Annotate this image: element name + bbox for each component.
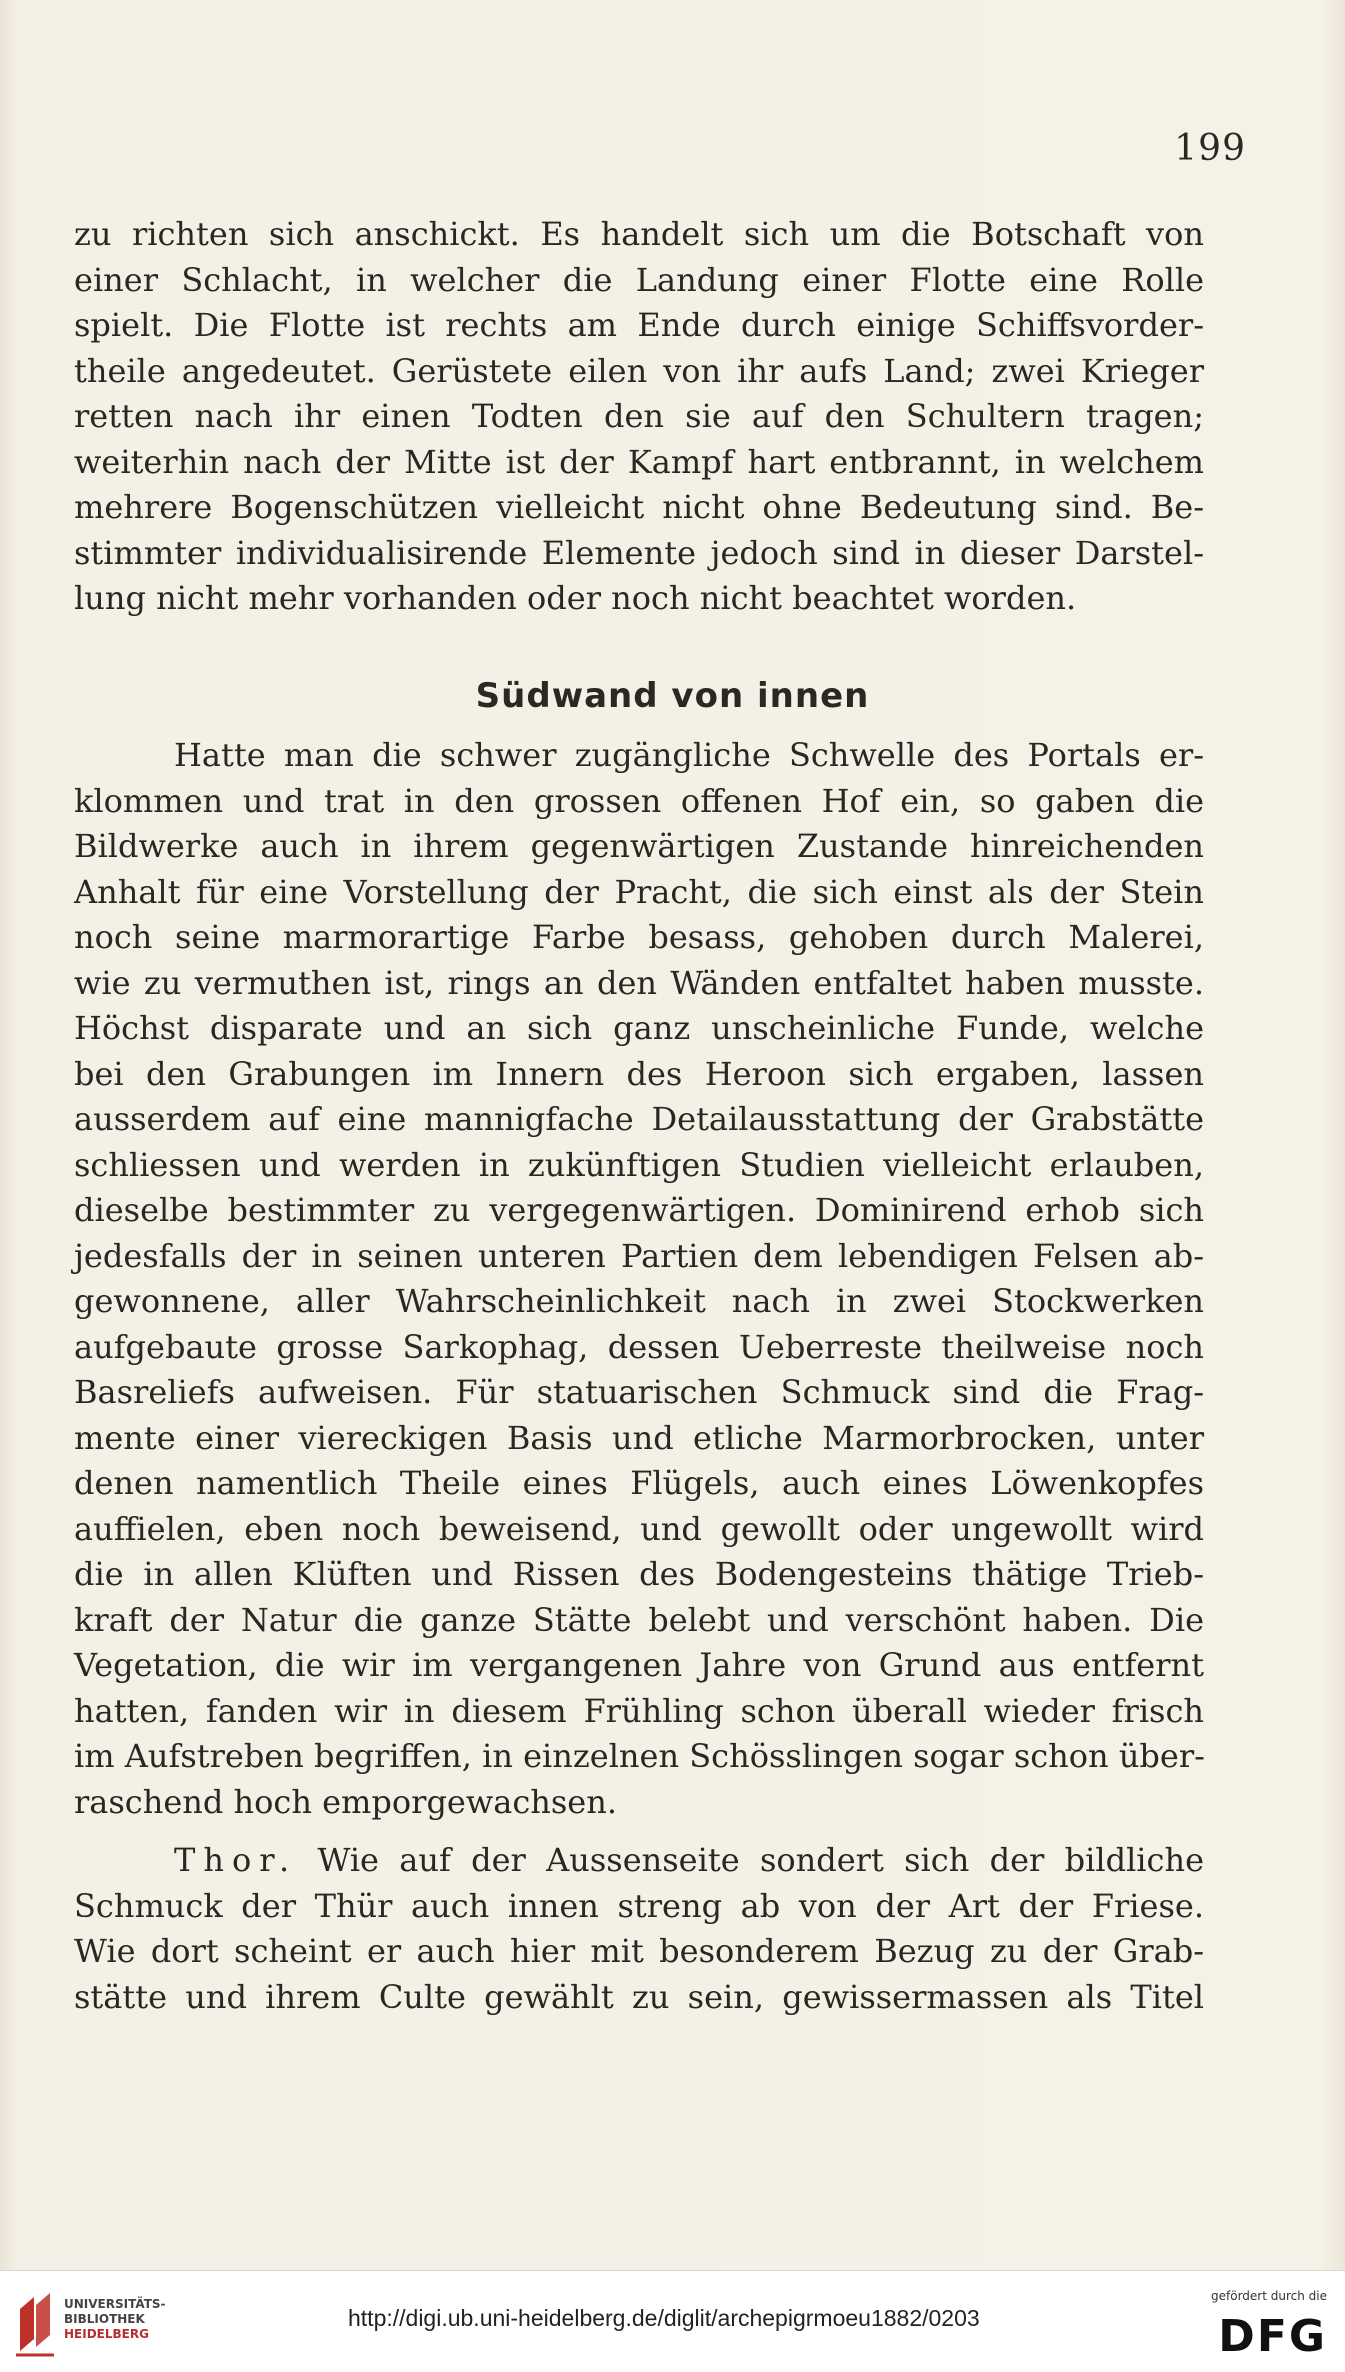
text-line: kraft der Natur die ganze Stätte belebt und verschönt haben. Die [74, 1600, 1204, 1639]
text-line: mehrere Bogenschützen vielleicht nicht ohne Bedeutung sind. Be- [74, 488, 1204, 526]
text-line: Bildwerke auch in ihrem gegenwärtigen Zustande hinreichenden [74, 827, 1204, 865]
text-line: noch seine marmorartige Farbe besass, gehoben durch Malerei, [74, 918, 1204, 956]
text-run: Wie auf der Aussenseite sondert sich der bildliche [317, 1841, 1205, 1879]
text-line: schliessen und werden in zukünftigen Studien vielleicht erlauben, [74, 1145, 1204, 1184]
text-line: denen namentlich Theile eines Flügels, auch eines Löwenkopfes [74, 1464, 1204, 1502]
university-library-logo-icon [14, 2289, 56, 2357]
institution-name [64, 2297, 166, 2342]
footer-bar [0, 2270, 1345, 2372]
text-line: mente einer viereckigen Basis und etliche Marmorbrocken, unter [74, 1418, 1204, 1457]
text-line: Vegetation, die wir im vergangenen Jahre von Grund aus entfernt [74, 1646, 1204, 1684]
institution-line: UNIVERSITÄTS- [64, 2297, 166, 2311]
institution-line: HEIDELBERG [64, 2327, 149, 2341]
text-line: Basreliefs aufweisen. Für statuarischen Schmuck sind die Frag- [74, 1373, 1204, 1411]
text-line: dieselbe bestimmter zu vergegenwärtigen. Dominirend erhob sich [74, 1191, 1204, 1229]
text-line: weiterhin nach der Mitte ist der Kampf hart entbrannt, in welchem [74, 442, 1204, 481]
text-line: stätte und ihrem Culte gewählt zu sein, gewissermassen als Titel [74, 1977, 1204, 2016]
source-url-link[interactable]: http://digi.ub.uni-heidelberg.de/diglit/archepigrmoeu1882/0203 [348, 2305, 980, 2331]
section-heading: Südwand von innen [475, 676, 870, 716]
text-line: klommen und trat in den grossen offenen Hof ein, so gaben die [74, 781, 1204, 820]
text-line: hatten, fanden wir in diesem Frühling schon überall wieder frisch [74, 1691, 1204, 1730]
text-line: lung nicht mehr vorhanden oder noch nicht beachtet worden. [74, 579, 1077, 617]
text-line: spielt. Die Flotte ist rechts am Ende durch einige Schiffsvorder- [74, 306, 1204, 344]
text-line: zu richten sich anschickt. Es handelt sich um die Botschaft von [74, 215, 1204, 253]
paragraph-1 [74, 212, 1204, 622]
paragraph-2 [74, 733, 1204, 1825]
text-line: jedesfalls der in seinen unteren Partien dem lebendigen Felsen ab- [74, 1236, 1204, 1275]
text-line: Wie dort scheint er auch hier mit besonderem Bezug zu der Grab- [74, 1932, 1204, 1970]
text-line: Anhalt für eine Vorstellung der Pracht, die sich einst als der Stein [74, 872, 1204, 911]
text-line [74, 1838, 1204, 1884]
text-line: gewonnene, aller Wahrscheinlichkeit nach in zwei Stockwerken [74, 1282, 1204, 1320]
spaced-lead-word: Thor. [174, 1841, 298, 1879]
text-line: Hatte man die schwer zugängliche Schwelle des Portals er- [174, 736, 1204, 774]
dfg-logo: DFG [1218, 2311, 1327, 2362]
text-line: stimmter individualisirende Elemente jedoch sind in dieser Darstel- [74, 533, 1204, 572]
institution-line: BIBLIOTHEK [64, 2312, 145, 2326]
text-line: raschend hoch emporgewachsen. [74, 1782, 617, 1821]
text-line: einer Schlacht, in welcher die Landung einer Flotte eine Rolle [74, 260, 1204, 299]
text-line: die in allen Klüften und Rissen des Bodengesteins thätige Trieb- [74, 1555, 1204, 1593]
text-line: wie zu vermuthen ist, rings an den Wänden entfaltet haben musste. [74, 963, 1204, 1002]
paragraph-3 [74, 1838, 1204, 2020]
text-line: im Aufstreben begriffen, in einzelnen Schösslingen sogar schon über- [74, 1737, 1205, 1775]
text-line: Höchst disparate und an sich ganz unscheinliche Funde, welche [74, 1009, 1204, 1047]
text-line: theile angedeutet. Gerüstete eilen von ihr aufs Land; zwei Krieger [74, 351, 1204, 390]
text-line: aufgebaute grosse Sarkophag, dessen Ueberreste theilweise noch [74, 1327, 1204, 1366]
text-line: auffielen, eben noch beweisend, und gewollt oder ungewollt wird [74, 1509, 1204, 1548]
text-line: bei den Grabungen im Innern des Heroon sich ergaben, lassen [74, 1054, 1204, 1093]
funding-label: gefördert durch die [1211, 2289, 1327, 2303]
page-number: 199 [1174, 128, 1246, 169]
text-line: ausserdem auf eine mannigfache Detailausstattung der Grabstätte [74, 1100, 1204, 1138]
text-line: Schmuck der Thür auch innen streng ab von der Art der Friese. [74, 1886, 1204, 1925]
text-line: retten nach ihr einen Todten den sie auf den Schultern tragen; [74, 397, 1204, 435]
